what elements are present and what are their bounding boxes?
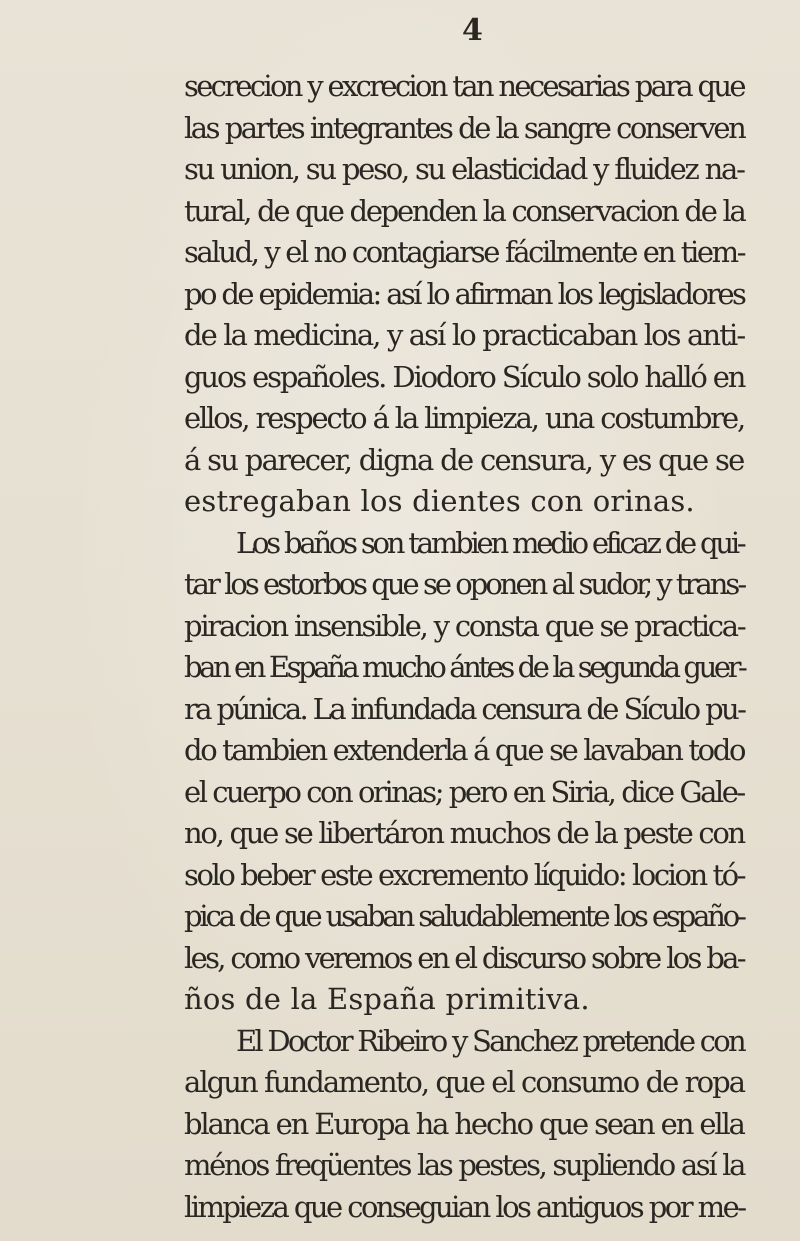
text-line: ra púnica. La infundada censura de Sículo pu- bbox=[184, 691, 745, 726]
text-line: el cuerpo con orinas; pero en Siria, dice Gale- bbox=[184, 774, 744, 809]
page-number: 4 bbox=[462, 13, 483, 48]
text-line: do tambien extenderla á que se lavaban todo bbox=[184, 733, 745, 767]
text-line: á su parecer, digna de censura, y es que se bbox=[184, 442, 744, 477]
text-line: Los baños son tambien medio eficaz de qui- bbox=[236, 525, 744, 560]
text-line: ban en España mucho ántes de la segunda guer- bbox=[184, 650, 745, 684]
text-line: las partes integrantes de la sangre conserven bbox=[184, 110, 745, 145]
text-line: salud, y el no contagiarse fácilmente en tiem- bbox=[184, 235, 745, 269]
text-line: tar los estorbos que se oponen al sudor, y trans- bbox=[184, 567, 745, 601]
text-line: su union, su peso, su elasticidad y fluidez na- bbox=[184, 152, 744, 186]
text-line: ños de la España primitiva. bbox=[184, 982, 590, 1016]
text-line: pica de que usaban saludablemente los españo- bbox=[184, 899, 744, 933]
text-line: ellos, respecto á la limpieza, una costumbre, bbox=[184, 401, 745, 435]
text-line: guos españoles. Diodoro Sículo solo halló en bbox=[184, 359, 745, 394]
text-line: de la medicina, y así lo practicaban los anti- bbox=[184, 318, 745, 352]
text-line: limpieza que conseguian los antiguos por me- bbox=[184, 1189, 745, 1224]
text-line: no, que se libertáron muchos de la peste con bbox=[184, 816, 744, 850]
text-line: piracion insensible, y consta que se practica- bbox=[184, 608, 745, 643]
text-line: blanca en Europa ha hecho que sean en ella bbox=[184, 1106, 744, 1141]
text-line: secrecion y excrecion tan necesarias para que bbox=[184, 69, 744, 103]
text-line: solo beber este excremento líquido: locion tó- bbox=[184, 857, 745, 892]
text-line: estregaban los dientes con orinas. bbox=[184, 484, 695, 518]
text-line: algun fundamento, que el consumo de ropa bbox=[184, 1065, 745, 1099]
text-line: po de epidemia: así lo afirman los legisladores bbox=[184, 276, 745, 311]
text-line: ménos freqüentes las pestes, supliendo así la bbox=[184, 1148, 745, 1182]
text-line: El Doctor Ribeiro y Sanchez pretende con bbox=[236, 1023, 744, 1058]
text-line: tural, de que dependen la conservacion de la bbox=[184, 193, 745, 228]
body-text bbox=[184, 66, 744, 1228]
text-line: les, como veremos en el discurso sobre los ba- bbox=[184, 940, 744, 975]
